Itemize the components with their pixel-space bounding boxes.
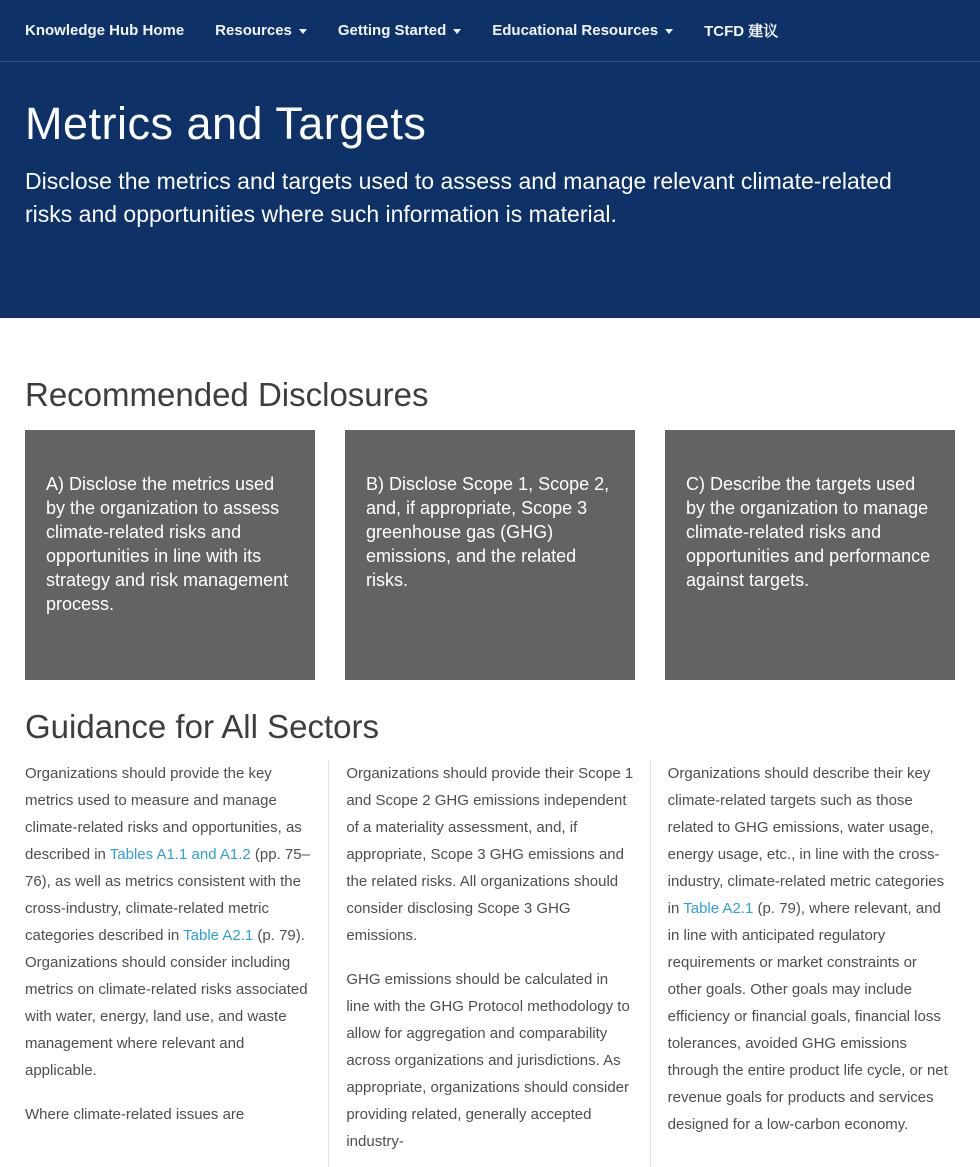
nav-item-label: Resources: [215, 22, 292, 39]
text-segment: (p. 79). Organizations should consider including metrics on climate-related risks associated with water, energy, land use, and waste management where relevant and applicable.: [25, 926, 308, 1079]
disclosure-card-text: B) Disclose Scope 1, Scope 2, and, if appropriate, Scope 3 greenhouse gas (GHG) emissions, and the related risks.: [366, 473, 610, 590]
disclosure-card-c: [665, 430, 955, 680]
text-segment: Organizations should provide their Scope 1 and Scope 2 GHG emissions independent of a materiality assessment, and, if appropriate, Scope 3 GHG emissions and the related risks. All organizations should consider disclosing Scope 3 GHG emissions.: [346, 764, 634, 944]
hero: [0, 62, 980, 231]
text-segment: (pp. 75–76), as well as metrics consistent with the cross-industry, climate-related metric categories described in: [25, 845, 310, 944]
guidance-heading: Guidance for All Sectors: [25, 707, 380, 745]
nav-item-knowledge-hub-home[interactable]: [25, 22, 184, 39]
nav-item-resources[interactable]: [215, 22, 307, 39]
text-segment: Where climate-related issues are: [25, 1105, 245, 1123]
disclosure-card-text: C) Describe the targets used by the organization to manage climate-related risks and opportunities and performance against targets.: [686, 473, 931, 590]
text-segment: (p. 79), where relevant, and in line with anticipated regulatory requirements or market constraints or other goals. Other goals may include efficiency or financial goals, financial loss tolerances, avoided GHG emissions through the entire product life cycle, or net revenue goals for products and services designed for a low-carbon economy.: [667, 899, 948, 1133]
inline-link-table-a2-1[interactable]: Table A2.1: [683, 899, 754, 917]
nav-item-label: Getting Started: [337, 22, 447, 39]
main-content: [0, 376, 980, 1167]
chevron-down-icon: [665, 29, 673, 34]
inline-link-tables-a1-1-and-a1-2[interactable]: Tables A1.1 and A1.2: [109, 845, 251, 863]
disclosure-cards: [25, 430, 955, 680]
nav-item-educational-resources[interactable]: [492, 22, 673, 39]
page-title: Metrics and Targets: [25, 98, 427, 149]
hero-band: [0, 0, 980, 318]
guidance-column-3: [650, 760, 955, 1167]
inline-link-table-a2-1[interactable]: Table A2.1: [183, 926, 254, 944]
nav-item-label: TCFD 建议: [704, 23, 779, 40]
chevron-down-icon: [299, 29, 307, 34]
chevron-down-icon: [453, 29, 461, 34]
text-segment: GHG emissions should be calculated in line with the GHG Protocol methodology to allow for aggregation and comparability across organizations and jurisdictions. As appropriate, organizations should consider providing related, generally accepted industry-: [346, 970, 630, 1150]
top-nav: [0, 0, 980, 62]
nav-item-label: Knowledge Hub Home: [25, 22, 185, 39]
nav-item-tcfd[interactable]: [704, 20, 778, 41]
guidance-column-2: [328, 760, 649, 1167]
paragraph: [25, 1101, 312, 1128]
paragraph: [25, 760, 312, 1084]
paragraph: [346, 760, 633, 949]
paragraph: [346, 966, 633, 1155]
page-subtitle: Disclose the metrics and targets used to assess and manage relevant climate-related risks and opportunities where such information is material.: [25, 168, 892, 227]
disclosure-card-a: [25, 430, 315, 680]
text-segment: Organizations should provide the key metrics used to measure and manage climate-related risks and opportunities, as described in: [25, 764, 302, 863]
nav-item-getting-started[interactable]: [338, 22, 461, 39]
disclosure-card-b: [345, 430, 635, 680]
nav-item-label: Educational Resources: [492, 22, 659, 39]
disclosure-card-text: A) Disclose the metrics used by the organization to assess climate-related risks and opportunities in line with its strategy and risk management process.: [46, 473, 289, 614]
recommended-disclosures-heading: Recommended Disclosures: [25, 376, 429, 413]
guidance-columns: [25, 760, 955, 1167]
paragraph: [668, 760, 955, 1138]
guidance-column-1: [25, 760, 328, 1167]
text-segment: Organizations should describe their key climate-related targets such as those related to GHG emissions, water usage, energy usage, etc., in line with the cross-industry, climate-related metric categories in: [667, 764, 945, 917]
